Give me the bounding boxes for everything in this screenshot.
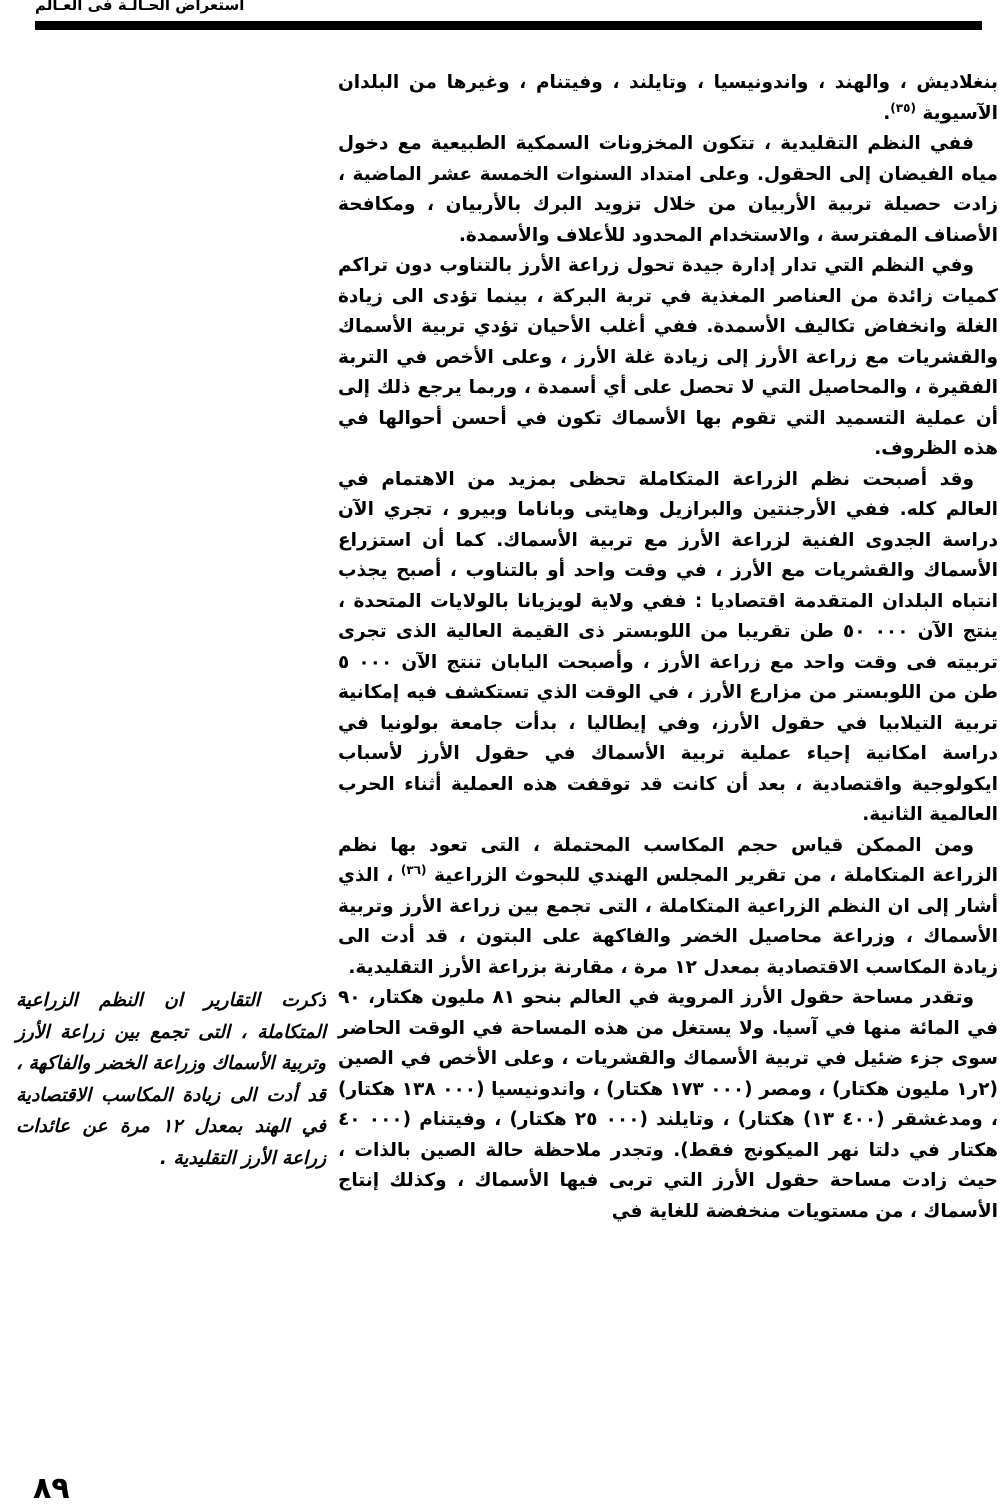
paragraph-potential-gains <box>338 831 998 984</box>
paragraph-text: ، الذي أشار إلى ان النظم الزراعية المتكاملة ، التى تجمع بين زراعة الأرز وتربية الأسماك ، وزراعة محاصيل الخضر والفاكهة على البتون ، قد أدت الى زيادة المكاسب الاقتصادية بمعدل ١٢ مرة ، مقارنة بزراعة الأرز التقليدية. <box>338 865 998 978</box>
header-rule <box>35 21 982 30</box>
paragraph-text: وقد أصبحت نظم الزراعة المتكاملة تحظى بمزيد من الاهتمام في العالم كله. ففي الأرجنتين والبرازيل وهايتى وباناما وبيرو ، تجري الآن دراسة الجدوى الفنية لزراعة الأرز مع تربية الأسماك. كما أن استزراع الأسماك والقشريات مع الأرز ، في وقت واحد أو بالتناوب ، أصبح يجذب انتباه البلدان المتقدمة اقتصاديا : ففي ولاية لويزيانا بالولايات المتحدة ، ينتج الآن ٠٠٠ ٥٠ طن تقريبا من اللوبستر ذى القيمة العالية الذى تجرى تربيته فى وقت واحد مع زراعة الأرز ، وأصبحت اليابان تنتج الآن ٠٠٠ ٥ طن من اللوبستر من مزارع الأرز ، في الوقت الذي تستكشف فيه إمكانية تربية التيلابيا في حقول الأرز، وفي إيطاليا ، بدأت جامعة بولونيا في دراسة امكانية إحياء عملية تربية الأسماك في حقول الأرز لأسباب ايكولوجية واقتصادية ، بعد أن كانت قد توقفت هذه العملية أثناء الحرب العالمية الثانية. <box>338 468 999 825</box>
paragraph-text: . <box>883 102 891 124</box>
footnote-marker-36: (٣٦) <box>400 862 427 877</box>
paragraph-irrigated-rice-area: وتقدر مساحة حقول الأرز المروية في العالم بنحو ٨١ مليون هكتار، ٩٠ في المائة منها في آسيا. ولا يستغل من هذه المساحة في الوقت الحاضر سوى جزء ضئيل في تربية الأسماك والقشريات ، وعلى الأخص في الصين (٢ر١ مليون هكتار) ، ومصر (٠٠٠ ١٧٣ هكتار) ، واندونيسيا (٠٠٠ ١٣٨ هكتار) ، ومدغشقر (٤٠٠ ١٣) هكتار) ، وتايلند (٠٠٠ ٢٥ هكتار) ، وفيتنام (٠٠٠ ٤٠ هكتار في دلتا نهر الميكونج فقط). وتجدر ملاحظة حالة الصين بالذات ، حيث زادت مساحة حقول الأرز التي تربى فيها الأسماك ، وكذلك إنتاج الأسماك ، من مستويات منخفضة للغاية في <box>338 987 999 1222</box>
paragraph-integrated-farming-interest <box>338 465 998 831</box>
paragraph-traditional-systems: ففي النظم التقليدية ، تتكون المخزونات السمكية الطبيعية مع دخول مياه الفيضان إلى الحقول. وعلى امتداد السنوات الخمسة عشر الماضية ، زادت حصيلة تربية الأربيان من خلال تزويد البرك بالأربيان ، ومكافحة الأصناف المفترسة ، والاستخدام المحدود للأعلاف والأسمدة. <box>338 133 998 246</box>
paragraph-continuation <box>338 68 998 129</box>
footnote-marker-35: (٣٥) <box>890 100 916 115</box>
margin-pull-quote: ذكرت التقارير ان النظم الزراعية المتكاملة ، التى تجمع بين زراعة الأرز وتربية الأسماك وزراعة الخضر والفاكهة ، قد أدت الى زيادة المكاسب الاقتصادية في الهند بمعدل ١٢ مرة عن عائدات زراعة الأرز التقليدية . <box>16 990 327 1169</box>
page-number: ٨٩ <box>33 1471 70 1506</box>
paragraph-text: ومن الممكن قياس حجم المكاسب المحتملة ، التى تعود بها نظم الزراعة المتكاملة ، من تقرير المجلس الهندي للبحوث الزراعية <box>338 834 999 886</box>
paragraph-well-managed-systems: وفي النظم التي تدار إدارة جيدة تحول زراعة الأرز بالتناوب دون تراكم كميات زائدة من العناصر المغذية في تربة البركة ، بينما تؤدى الى زيادة الغلة وانخفاض تكاليف الأسمدة. ففي أغلب الأحيان تؤدي تربية الأسماك والقشريات مع زراعة الأرز إلى زيادة غلة الأرز ، وعلى الأخص في التربة الفقيرة ، والمحاصيل التي لا تحصل على أي أسمدة ، وربما يرجع ذلك إلى أن عملية التسميد التي تقوم بها الأسماك تكون في أحسن أحوالها في هذه الظروف. <box>338 255 998 459</box>
paragraph-text: بنغلاديش ، والهند ، واندونيسيا ، وتايلند ، وفيتنام ، وغيرها من البلدان الآسيوية <box>338 72 998 124</box>
running-header: استعراض الحـالـة فى العـالم <box>35 0 245 14</box>
body-column <box>338 68 998 1227</box>
